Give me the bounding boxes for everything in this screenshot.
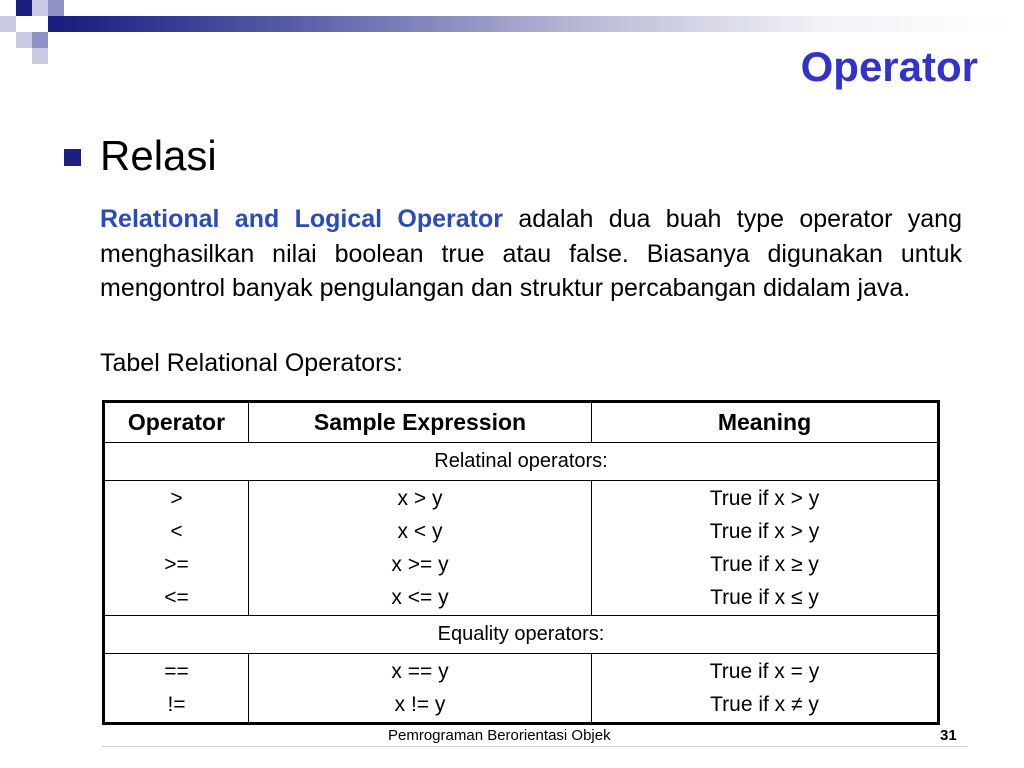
- meaning-cell: [592, 654, 939, 724]
- expression-value: x == y: [391, 660, 449, 683]
- deco-square: [48, 0, 64, 16]
- section-label: Equality operators:: [104, 616, 939, 654]
- expression-cell: [249, 481, 592, 616]
- intro-paragraph: [100, 202, 962, 306]
- deco-square: [48, 16, 64, 32]
- expression-cell: [249, 654, 592, 724]
- meaning-value: True if x ≤ y: [710, 586, 819, 609]
- footer-text: Pemrograman Berorientasi Objek: [388, 727, 611, 744]
- deco-square: [32, 0, 48, 16]
- footer-divider: [102, 746, 968, 747]
- meaning-value: True if x > y: [709, 520, 820, 543]
- expression-value: x != y: [394, 693, 446, 716]
- intro-highlight: Relational and Logical Operator: [100, 205, 504, 233]
- section-row-relational: [104, 443, 939, 481]
- bullet-square-icon: [64, 149, 81, 166]
- page-number: 31: [940, 727, 957, 744]
- section-heading: Relasi: [100, 132, 217, 179]
- section-label: Relatinal operators:: [104, 443, 939, 481]
- decorative-squares: [0, 0, 80, 64]
- operator-cell: [104, 654, 249, 724]
- deco-square: [32, 32, 48, 48]
- operator-cell: [104, 481, 249, 616]
- meaning-value: True if x ≠ y: [710, 693, 819, 716]
- operator-value: !=: [167, 693, 186, 716]
- header-meaning: Meaning: [592, 402, 939, 443]
- operator-value: ==: [164, 660, 189, 683]
- table-row: [104, 654, 939, 724]
- expression-value: x > y: [397, 487, 443, 510]
- table-header-row: [104, 402, 939, 443]
- section-row-equality: [104, 616, 939, 654]
- header-gradient-bar: [64, 16, 1010, 32]
- operator-value: >=: [164, 553, 189, 576]
- operator-value: >: [170, 487, 183, 510]
- deco-square: [16, 0, 32, 16]
- meaning-value: True if x > y: [709, 487, 820, 510]
- meaning-cell: [592, 481, 939, 616]
- deco-square: [16, 32, 32, 48]
- expression-value: x < y: [397, 520, 443, 543]
- table-caption: Tabel Relational Operators:: [100, 349, 403, 377]
- operator-value: <=: [164, 586, 189, 609]
- meaning-value: True if x = y: [709, 660, 820, 683]
- relational-operators-table: [102, 400, 940, 725]
- header-operator: Operator: [104, 402, 249, 443]
- expression-value: x <= y: [391, 586, 449, 609]
- deco-square: [0, 16, 16, 32]
- intro-text: adalah dua buah type operator yang menghasilkan nilai boolean true atau false. Biasanya digunakan untuk mengontrol banyak pengulangan dan struktur percabangan didalam java.: [100, 205, 962, 302]
- slide-title: Operator: [800, 43, 978, 90]
- operator-value: <: [170, 520, 183, 543]
- expression-value: x >= y: [391, 553, 449, 576]
- meaning-value: True if x ≥ y: [710, 553, 819, 576]
- deco-square: [32, 48, 48, 64]
- table-row: [104, 481, 939, 616]
- header-sample-expression: Sample Expression: [249, 402, 592, 443]
